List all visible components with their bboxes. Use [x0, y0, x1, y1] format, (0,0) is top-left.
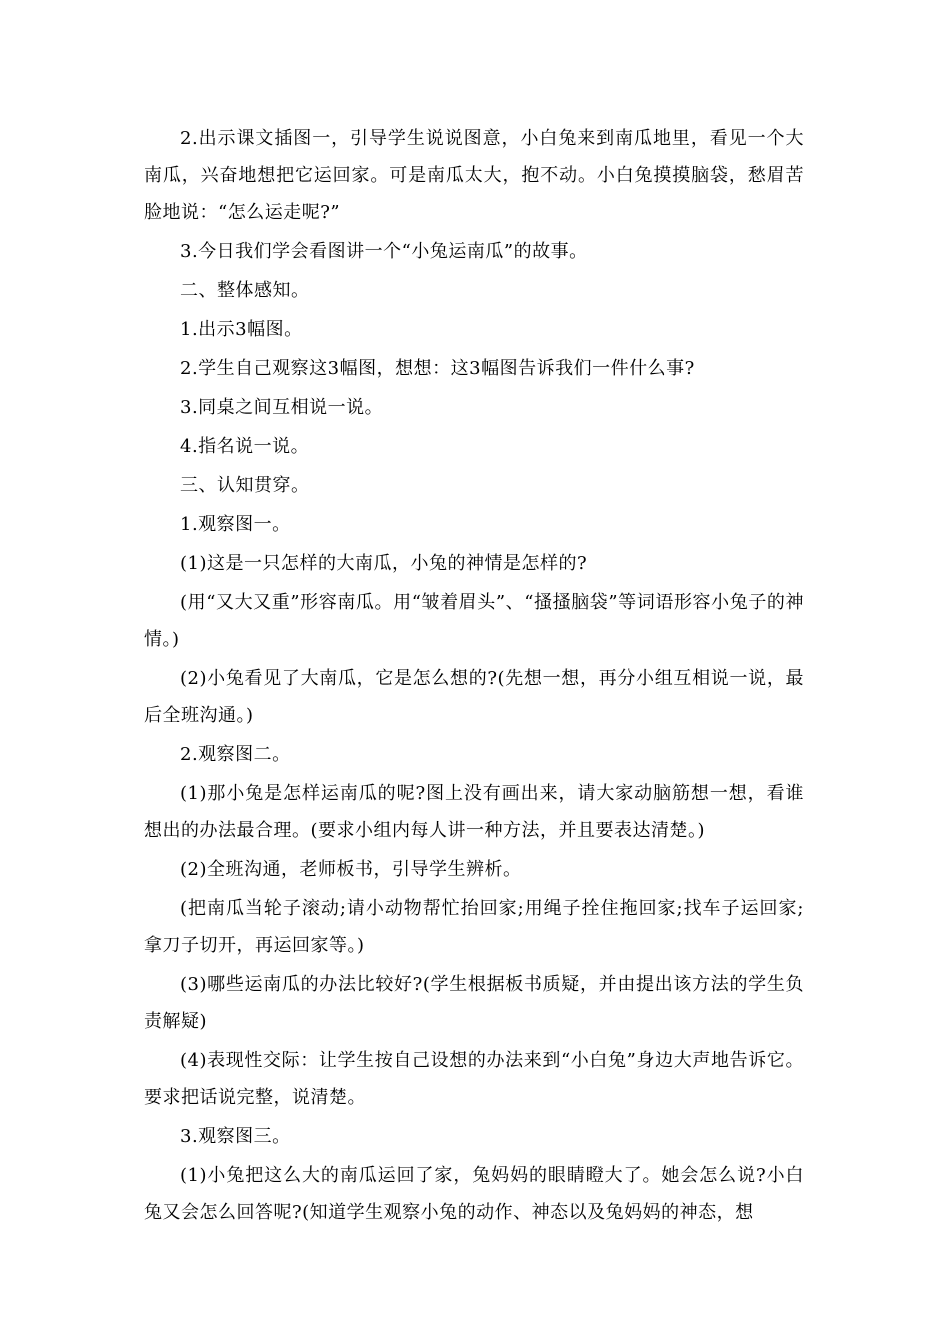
paragraph: (4)表现性交际：让学生按自己设想的办法来到“小白兔”身边大声地告诉它。要求把话说完整，说清楚。 — [144, 1050, 804, 1108]
paragraph: 2.观察图二。 — [180, 744, 291, 765]
paragraph: 3.今日我们学会看图讲一个“小兔运南瓜”的故事。 — [180, 241, 588, 262]
paragraph: 1.出示3幅图。 — [180, 319, 303, 340]
paragraph: 2.出示课文插图一，引导学生说说图意，小白兔来到南瓜地里，看见一个大南瓜，兴奋地想把它运回家。可是南瓜太大，抱不动。小白兔摸摸脑袋，愁眉苦脸地说：“怎么运走呢?” — [144, 128, 804, 223]
paragraph: (2)全班沟通，老师板书，引导学生辨析。 — [180, 859, 522, 880]
section-heading: 二、整体感知。 — [180, 280, 310, 301]
paragraph: (把南瓜当轮子滚动;请小动物帮忙抬回家;用绳子拴住拖回家;找车子运回家;拿刀子切开，再运回家等。) — [144, 898, 804, 956]
paragraph: (2)小兔看见了大南瓜，它是怎么想的?(先想一想，再分小组互相说一说，最后全班沟通。) — [144, 668, 804, 726]
paragraph: (1)小兔把这么大的南瓜运回了家，兔妈妈的眼睛瞪大了。她会怎么说?小白兔又会怎么回答呢?(知道学生观察小兔的动作、神态以及兔妈妈的神态，想 — [144, 1165, 804, 1223]
section-heading: 三、认知贯穿。 — [180, 475, 310, 496]
paragraph: (1)那小兔是怎样运南瓜的呢?图上没有画出来，请大家动脑筋想一想，看谁想出的办法最合理。(要求小组内每人讲一种方法，并且要表达清楚。) — [144, 783, 804, 841]
paragraph: 2.学生自己观察这3幅图，想想：这3幅图告诉我们一件什么事? — [180, 358, 695, 379]
paragraph: (用“又大又重”形容南瓜。用“皱着眉头”、“搔搔脑袋”等词语形容小兔子的神情。) — [144, 592, 804, 650]
document-body — [144, 120, 804, 1233]
paragraph: (3)哪些运南瓜的办法比较好?(学生根据板书质疑，并由提出该方法的学生负责解疑) — [144, 974, 804, 1032]
paragraph: 1.观察图一。 — [180, 514, 291, 535]
paragraph: (1)这是一只怎样的大南瓜，小兔的神情是怎样的? — [180, 553, 588, 574]
paragraph: 3.同桌之间互相说一说。 — [180, 397, 384, 418]
paragraph: 4.指名说一说。 — [180, 436, 310, 457]
paragraph: 3.观察图三。 — [180, 1126, 291, 1147]
